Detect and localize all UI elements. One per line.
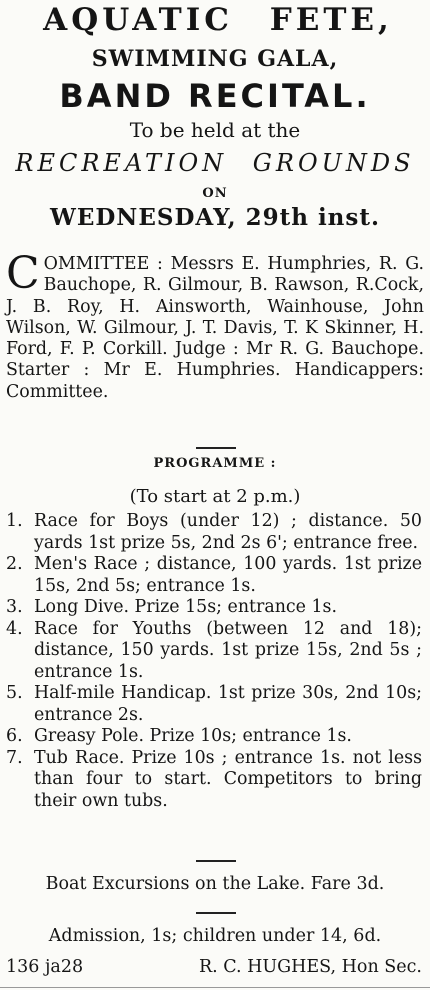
divider (196, 860, 236, 862)
committee-text: OMMITTEE : Messrs E. Humphries, R. G. Bauchope, R. Gilmour, B. Rawson, R.Cock, J. B. Roy, H. Ainsworth, Wainhouse, John Wilson, W. Gilmour, J. T. Davis, T. K Skinner, H. Ford, F. P. Corkill. Judge : Mr R. G. Bauchope. Starter : Mr E. Humphries. Handicappers: Committee. (6, 254, 424, 402)
item-text: Race for Youths (between 12 and 18); distance, 150 yards. 1st prize 15s, 2nd 5s ; entrance 1s. (34, 618, 422, 682)
venue-heading: RECREATION GROUNDS (15, 149, 415, 177)
item-number: 4. (6, 618, 23, 639)
ad-reference: 136 ja28 (6, 957, 84, 977)
item-text: Long Dive. Prize 15s; entrance 1s. (34, 597, 337, 617)
ad-subtitle: SWIMMING GALA, (91, 46, 339, 72)
item-number: 5. (6, 683, 23, 703)
event-date: WEDNESDAY, 29th inst. (50, 204, 380, 231)
item-text: Half-mile Handicap. 1st prize 30s, 2nd 10s; entrance 2s. (34, 683, 422, 725)
item-text: Greasy Pole. Prize 10s; entrance 1s. (34, 726, 352, 746)
list-item (6, 726, 422, 748)
boat-excursions-text: Boat Excursions on the Lake. Fare 3d. (45, 874, 385, 894)
footer (6, 957, 422, 977)
divider (196, 912, 236, 914)
ad-title: AQUATIC FETE, (43, 2, 393, 38)
item-number: 7. (6, 747, 23, 768)
item-number: 6. (6, 726, 23, 746)
start-time: (To start at 2 p.m.) (129, 486, 301, 507)
on-text: ON (202, 186, 228, 201)
list-item (6, 748, 422, 813)
list-item (6, 554, 422, 597)
item-number: 3. (6, 597, 23, 617)
item-number: 2. (6, 554, 23, 574)
bottom-rule (0, 987, 430, 988)
admission-text: Admission, 1s; children under 14, 6d. (48, 926, 382, 946)
list-item (6, 597, 422, 619)
programme-list (6, 511, 422, 812)
committee-dropcap: C (6, 248, 40, 299)
divider (196, 447, 236, 449)
list-item (6, 511, 422, 554)
list-item (6, 683, 422, 726)
held-at-text: To be held at the (129, 118, 301, 142)
item-text: Men's Race ; distance, 100 yards. 1st prize 15s, 2nd 5s; entrance 1s. (34, 554, 422, 596)
item-number: 1. (6, 511, 23, 531)
item-text: Tub Race. Prize 10s ; entrance 1s. not less than four to start. Competitors to bring their own tubs. (34, 747, 422, 811)
programme-heading: PROGRAMME : (153, 456, 277, 471)
band-recital-heading: BAND RECITAL. (59, 77, 371, 115)
secretary-signature: R. C. HUGHES, Hon Sec. (198, 957, 422, 977)
committee-paragraph (6, 248, 424, 403)
item-text: Race for Boys (under 12) ; distance. 50 yards 1st prize 5s, 2nd 2s 6'; entrance free. (34, 511, 422, 553)
list-item (6, 619, 422, 684)
